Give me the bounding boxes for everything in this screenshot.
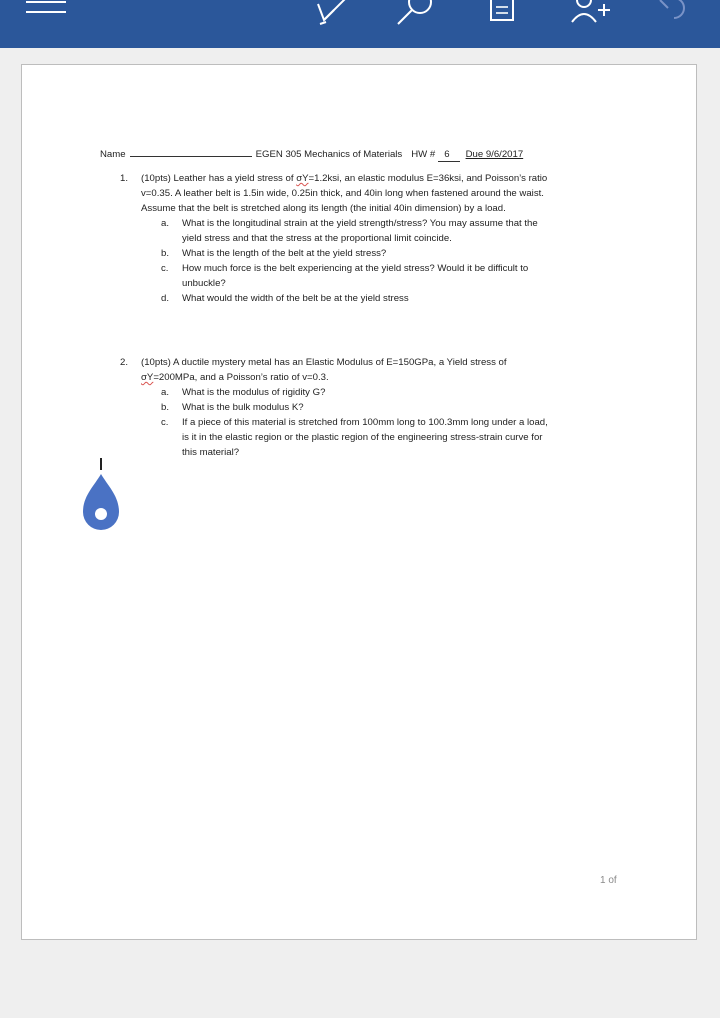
- question-1-line: [141, 171, 620, 186]
- question-1-part-c: [100, 261, 620, 291]
- hw-label: HW #: [411, 149, 436, 160]
- part-letter: b.: [161, 402, 170, 413]
- draw-pen-icon[interactable]: [312, 0, 352, 28]
- part-letter: d.: [161, 293, 170, 304]
- part-letter: c.: [161, 263, 169, 274]
- undo-icon[interactable]: [654, 0, 694, 28]
- question-2-intro: [100, 355, 620, 385]
- part-letter: c.: [161, 417, 169, 428]
- view-document-icon[interactable]: [488, 0, 518, 28]
- part-line: What is the length of the belt at the yield stress?: [182, 248, 387, 259]
- course-title: EGEN 305 Mechanics of Materials: [255, 149, 403, 160]
- question-1-number: 1.: [120, 173, 129, 184]
- question-1: [100, 171, 620, 306]
- hw-number: 6: [438, 149, 459, 162]
- question-1-line: Assume that the belt is stretched along its length (the initial 40in dimension) by a load.: [141, 203, 506, 214]
- question-2: [100, 355, 620, 460]
- hamburger-menu-icon[interactable]: [24, 0, 68, 28]
- part-line: If a piece of this material is stretched from 100mm long to 100.3mm long under a load,: [182, 417, 548, 428]
- part-line: What is the bulk modulus K?: [182, 402, 304, 413]
- question-2-text: =200MPa, and a Poisson’s ratio of v=0.3.: [153, 372, 329, 383]
- text-cursor-handle[interactable]: [80, 456, 124, 536]
- question-1-part-d: [100, 291, 620, 306]
- search-icon[interactable]: [394, 0, 436, 28]
- name-label: Name: [100, 149, 126, 160]
- question-1-line: v=0.35. A leather belt is 1.5in wide, 0.25in thick, and 40in long when fastened around the waist.: [141, 188, 544, 199]
- question-2-part-b: [100, 400, 620, 415]
- question-1-part-b: [100, 246, 620, 261]
- question-2-part-a: [100, 385, 620, 400]
- yield-stress-symbol: σY: [141, 372, 154, 383]
- name-blank: [130, 145, 252, 157]
- question-1-intro: [100, 171, 620, 216]
- due-date: Due 9/6/2017: [465, 149, 524, 160]
- question-1-text: (10pts) Leather has a yield stress of: [141, 173, 297, 184]
- part-letter: b.: [161, 248, 170, 259]
- part-letter: a.: [161, 218, 170, 229]
- question-1-part-a: [100, 216, 620, 246]
- question-2-part-c: [100, 415, 620, 460]
- question-2-line: (10pts) A ductile mystery metal has an Elastic Modulus of E=150GPa, a Yield stress of: [141, 357, 507, 368]
- question-2-line: [141, 370, 620, 385]
- page-indicator: 1 of: [600, 875, 617, 886]
- part-letter: a.: [161, 387, 170, 398]
- question-1-text: =1.2ksi, an elastic modulus E=36ksi, and Poisson’s ratio: [308, 173, 548, 184]
- part-line: is it in the elastic region or the plastic region of the engineering stress-strain curve for: [182, 432, 543, 443]
- part-line: yield stress and that the stress at the proportional limit coincide.: [182, 233, 452, 244]
- part-line: What is the modulus of rigidity G?: [182, 387, 326, 398]
- assignment-header: [100, 145, 620, 162]
- part-line: How much force is the belt experiencing at the yield stress? Would it be difficult to: [182, 263, 529, 274]
- part-line: What is the longitudinal strain at the yield strength/stress? You may assume that the: [182, 218, 538, 229]
- part-line: this material?: [182, 447, 240, 458]
- app-toolbar: [0, 0, 720, 48]
- question-2-number: 2.: [120, 357, 129, 368]
- document-body: [100, 145, 620, 460]
- part-line: unbuckle?: [182, 278, 226, 289]
- part-line: What would the width of the belt be at the yield stress: [182, 293, 409, 304]
- add-person-icon[interactable]: [570, 0, 612, 28]
- yield-stress-symbol: σY: [296, 173, 309, 184]
